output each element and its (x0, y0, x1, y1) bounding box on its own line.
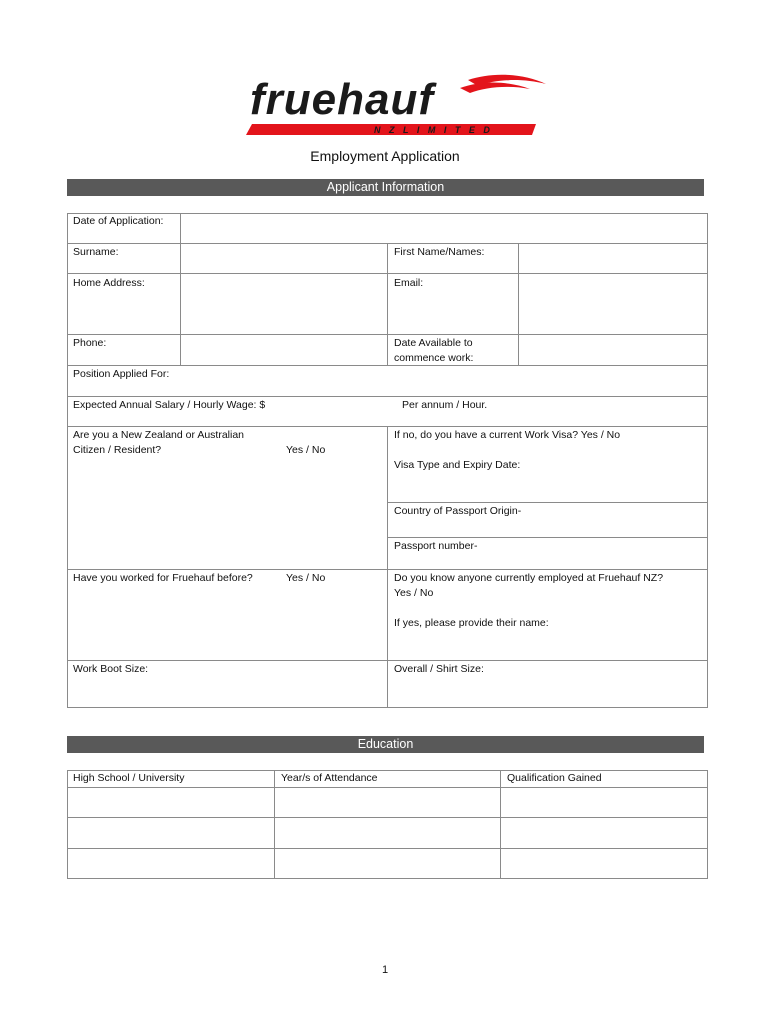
citizen-question-line-1: Are you a New Zealand or Australian (73, 429, 245, 441)
table-border (387, 502, 708, 503)
education-header-qualification: Qualification Gained (507, 772, 602, 784)
document-title: Employment Application (310, 148, 460, 164)
table-border (518, 243, 519, 366)
svg-text:N Z L I M I T E D: N Z L I M I T E D (374, 125, 493, 135)
date-available-line-2: commence work: (394, 352, 474, 364)
per-annum-label: Per annum / Hour. (402, 399, 488, 411)
fruehauf-logo (246, 74, 548, 136)
table-border (707, 770, 708, 879)
citizen-yes-no: Yes / No (286, 444, 326, 456)
boot-size-label: Work Boot Size: (73, 663, 149, 675)
table-border (500, 770, 501, 879)
passport-country-label: Country of Passport Origin- (394, 505, 522, 517)
know-anyone-question (394, 571, 663, 601)
page-number: 1 (381, 964, 389, 976)
table-border (387, 426, 388, 708)
passport-number-label: Passport number- (394, 540, 478, 552)
surname-label: Surname: (73, 246, 119, 258)
visa-question: If no, do you have a current Work Visa? Yes / No (394, 429, 621, 441)
table-border (67, 878, 708, 879)
table-border (387, 243, 388, 366)
shirt-size-label: Overall / Shirt Size: (394, 663, 484, 675)
table-border (67, 213, 68, 708)
table-border (387, 537, 708, 538)
education-header-years: Year/s of Attendance (281, 772, 378, 784)
visa-type-label: Visa Type and Expiry Date: (394, 459, 521, 471)
citizen-question (73, 428, 244, 458)
table-border (707, 213, 708, 708)
section-header-applicant: Applicant Information (67, 179, 704, 196)
table-border (67, 817, 708, 818)
position-label: Position Applied For: (73, 368, 170, 380)
email-label: Email: (394, 277, 424, 289)
know-anyone-line-1: Do you know anyone currently employed at Fruehauf NZ? (394, 572, 664, 584)
worked-before-yes-no: Yes / No (286, 572, 326, 584)
section-header-education: Education (67, 736, 704, 753)
table-border (67, 396, 708, 397)
worked-before-question: Have you worked for Fruehauf before? (73, 572, 253, 584)
phone-label: Phone: (73, 337, 107, 349)
education-header-school: High School / University (73, 772, 185, 784)
svg-text:fruehauf: fruehauf (250, 75, 434, 124)
know-anyone-yes-no: Yes / No (394, 587, 434, 599)
date-of-application-label: Date of Application: (73, 215, 164, 227)
table-border (67, 848, 708, 849)
date-available-label (394, 336, 473, 366)
table-border (274, 770, 275, 879)
table-border (67, 787, 708, 788)
table-border (180, 213, 181, 366)
table-border (67, 770, 68, 879)
first-names-label: First Name/Names: (394, 246, 485, 258)
date-available-line-1: Date Available to (394, 337, 473, 349)
salary-label: Expected Annual Salary / Hourly Wage: $ (73, 399, 266, 411)
home-address-label: Home Address: (73, 277, 145, 289)
provide-name-label: If yes, please provide their name: (394, 617, 549, 629)
citizen-question-line-2: Citizen / Resident? (73, 444, 162, 456)
